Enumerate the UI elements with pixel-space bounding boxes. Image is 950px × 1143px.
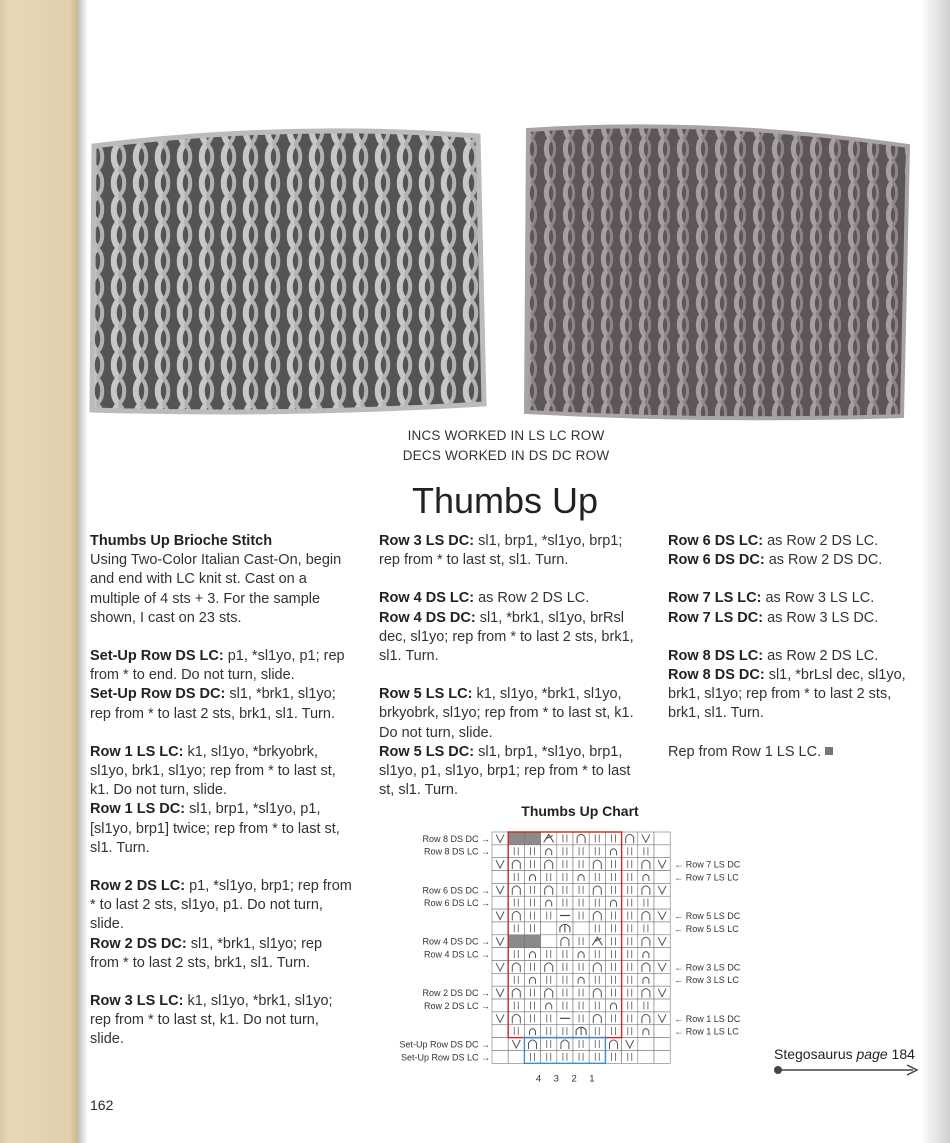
chart-cell xyxy=(524,858,540,871)
chart-cell xyxy=(573,871,589,884)
chart-cell xyxy=(541,871,557,884)
cross-reference[interactable] xyxy=(774,1046,915,1062)
row-label: Row 5 LS DC: xyxy=(379,743,475,760)
chart-right-label: ← Row 3 LS LC xyxy=(674,975,739,986)
chart-cell xyxy=(541,1050,557,1063)
chart-right-label: ← Row 1 LS LC xyxy=(674,1026,739,1037)
xref-arrow-icon xyxy=(773,1064,921,1076)
chart-cell xyxy=(605,948,621,961)
chart-cell xyxy=(654,922,670,935)
chart-cell xyxy=(654,832,670,845)
chart-cell xyxy=(557,883,573,896)
chart-cell xyxy=(622,922,638,935)
chart-cell xyxy=(492,922,508,935)
chart-cell xyxy=(557,1025,573,1038)
row-text: sl1, *brk1, sl1yo; rep from * to last 2 sts, brk1, sl1. Turn. xyxy=(90,686,336,722)
row-text: as Row 3 LS LC. xyxy=(761,590,875,607)
chart-cell xyxy=(573,1038,589,1051)
chart-cell xyxy=(605,986,621,999)
row-label: Row 2 DS DC: xyxy=(90,935,187,952)
chart-cell xyxy=(557,896,573,909)
row-label: Row 6 DS LC: xyxy=(668,533,764,549)
chart-cell xyxy=(524,935,540,948)
chart-grid xyxy=(492,832,670,1063)
chart-cell xyxy=(557,871,573,884)
page-edge-shadow xyxy=(920,0,950,1143)
chart-cell xyxy=(638,1038,654,1051)
chart-cell xyxy=(654,1025,670,1038)
chart-left-label: Row 8 DS DC → xyxy=(422,833,490,844)
chart-cell xyxy=(557,845,573,858)
row-label: Set-Up Row DS LC: xyxy=(90,648,224,665)
chart-cell xyxy=(638,973,654,986)
chart-column-number: 4 xyxy=(535,1073,542,1085)
chart-cell xyxy=(524,961,540,974)
row-text: as Row 3 LS DC. xyxy=(763,609,879,626)
chart-cell xyxy=(638,999,654,1012)
chart-cell xyxy=(573,909,589,922)
swatch-photo-left xyxy=(86,118,491,420)
chart-cell xyxy=(589,1050,605,1063)
chart-column-number: 3 xyxy=(553,1073,559,1085)
chart-cell xyxy=(508,832,524,845)
chart-cell xyxy=(589,973,605,986)
chart-cell xyxy=(622,935,638,948)
photo-caption-line-1: INCS WORKED IN LS LC ROW xyxy=(407,428,605,443)
book-spine xyxy=(0,0,78,1143)
chart-cell xyxy=(508,1025,524,1038)
end-square-icon xyxy=(825,747,833,755)
chart-cell xyxy=(541,1038,557,1051)
chart-cell xyxy=(524,845,540,858)
chart-cell xyxy=(622,948,638,961)
chart-cell xyxy=(524,922,540,935)
xref-page-word: page xyxy=(856,1046,888,1062)
chart-cell xyxy=(508,935,524,948)
chart-cell xyxy=(638,922,654,935)
chart-cell xyxy=(622,845,638,858)
row-text: k1, sl1yo, *brkyobrk, sl1yo, brk1, sl1yo; rep from * to last st, k1. Do not turn, slide. xyxy=(90,743,336,799)
xref-page: 184 xyxy=(891,1046,915,1062)
chart-cell xyxy=(605,909,621,922)
chart-cell xyxy=(541,999,557,1012)
chart-left-label: Row 6 DS LC → xyxy=(423,898,490,909)
chart-cell xyxy=(508,1050,524,1063)
chart-cell xyxy=(654,948,670,961)
chart-cell xyxy=(508,999,524,1012)
chart-cell xyxy=(541,845,557,858)
chart-cell xyxy=(605,845,621,858)
chart-cell xyxy=(557,832,573,845)
chart-cell xyxy=(524,896,540,909)
chart-cell xyxy=(605,922,621,935)
chart-cell xyxy=(589,999,605,1012)
chart-cell xyxy=(492,896,508,909)
chart-cell xyxy=(589,871,605,884)
chart-cell xyxy=(573,973,589,986)
chart-cell xyxy=(541,973,557,986)
row-text: sl1, brp1, *sl1yo, brp1; rep from * to last st, sl1. Turn. xyxy=(379,533,623,569)
chart-left-label: Row 8 DS LC → xyxy=(423,846,490,857)
row-text: sl1, *brk1, sl1yo; rep from * to last 2 sts, brk1, sl1. Turn. xyxy=(90,935,323,971)
chart-cell xyxy=(508,845,524,858)
row-text: sl1, brp1, *sl1yo, p1, [sl1yo, brp1] twice; rep from * to last st, sl1. Turn. xyxy=(90,801,340,856)
chart-cell xyxy=(557,973,573,986)
chart-cell xyxy=(622,1025,638,1038)
chart-cell xyxy=(524,1050,540,1063)
chart-cell xyxy=(508,922,524,935)
chart-cell xyxy=(605,961,621,974)
chart-cell xyxy=(654,999,670,1012)
chart-cell xyxy=(524,1012,540,1025)
row-text: k1, sl1yo, *brk1, sl1yo; rep from * to last st, k1. Do not turn, slide. xyxy=(90,993,333,1048)
row-label: Row 4 DS LC: xyxy=(379,590,475,607)
row-label: Row 3 LS DC: xyxy=(379,533,475,549)
chart-left-label: Set-Up Row DS DC → xyxy=(399,1039,490,1050)
chart-cell xyxy=(622,961,638,974)
repeat-instruction: Rep from Row 1 LS LC. xyxy=(668,743,822,760)
chart-cell xyxy=(492,1025,508,1038)
chart-cell xyxy=(573,986,589,999)
row-label: Row 8 DS LC: xyxy=(668,647,764,664)
chart-title: Thumbs Up Chart xyxy=(521,803,639,819)
chart-cell xyxy=(605,973,621,986)
chart-left-label: Row 6 DS DC → xyxy=(422,885,490,896)
chart-right-label: ← Row 7 LS DC xyxy=(674,859,741,870)
row-label: Row 4 DS DC: xyxy=(379,609,476,626)
chart-cell xyxy=(573,948,589,961)
row-label: Row 7 LS LC: xyxy=(668,590,762,607)
chart-cell xyxy=(654,973,670,986)
row-label: Row 3 LS LC: xyxy=(90,993,184,1010)
chart-cell xyxy=(638,948,654,961)
chart-cell xyxy=(605,858,621,871)
chart-cell xyxy=(638,871,654,884)
chart-cell xyxy=(573,922,589,935)
row-text: as Row 2 DS LC. xyxy=(474,590,590,607)
chart-cell xyxy=(573,883,589,896)
chart-cell xyxy=(654,1038,670,1051)
chart-cell xyxy=(492,1038,508,1051)
chart-left-label: Row 2 DS DC → xyxy=(422,988,490,999)
chart-cell xyxy=(541,1012,557,1025)
chart-cell xyxy=(573,999,589,1012)
chart-cell xyxy=(605,832,621,845)
chart-cell xyxy=(654,871,670,884)
chart-cell xyxy=(524,871,540,884)
chart-cell xyxy=(492,845,508,858)
chart-cell xyxy=(589,948,605,961)
stitch-heading: Thumbs Up Brioche Stitch xyxy=(90,533,273,549)
chart-right-label: ← Row 7 LS LC xyxy=(674,872,739,883)
chart-cell xyxy=(541,896,557,909)
row-text: as Row 2 DS DC. xyxy=(764,552,883,569)
chart-cell xyxy=(573,961,589,974)
chart-cell xyxy=(605,935,621,948)
chart-cell xyxy=(524,973,540,986)
chart-cell xyxy=(605,1050,621,1063)
chart-cell xyxy=(622,896,638,909)
chart-column-number: 2 xyxy=(571,1073,577,1085)
chart-right-label: ← Row 5 LS DC xyxy=(674,910,741,921)
chart-cell xyxy=(524,883,540,896)
chart-cell xyxy=(605,999,621,1012)
chart-cell xyxy=(557,961,573,974)
chart-cell xyxy=(638,896,654,909)
row-text: sl1, *brLsl dec, sl1yo, brk1, sl1yo; rep from * to last 2 sts, brk1, sl1. Turn. xyxy=(668,667,906,722)
chart-cell xyxy=(589,922,605,935)
row-label: Row 7 LS DC: xyxy=(668,609,764,626)
chart-cell xyxy=(508,973,524,986)
chart-cell xyxy=(605,1025,621,1038)
chart-cell xyxy=(589,832,605,845)
chart-cell xyxy=(492,1050,508,1063)
chart-cell xyxy=(622,871,638,884)
chart-cell xyxy=(589,896,605,909)
chart-cell xyxy=(605,1012,621,1025)
row-text: sl1, *brk1, sl1yo, brRsl dec, sl1yo; rep from * to last 2 sts, brk1, sl1. Turn. xyxy=(379,609,634,665)
row-label: Set-Up Row DS DC: xyxy=(90,686,226,703)
chart-cell xyxy=(557,948,573,961)
instructions-column-2 xyxy=(379,532,641,819)
chart-cell xyxy=(573,1050,589,1063)
chart-cell xyxy=(605,896,621,909)
chart-left-label: Set-Up Row DS LC → xyxy=(400,1052,490,1063)
row-text: p1, *sl1yo, brp1; rep from * to last 2 sts, sl1yo, p1. Do not turn, slide. xyxy=(90,878,352,933)
chart-cell xyxy=(605,871,621,884)
row-label: Row 8 DS DC: xyxy=(668,667,765,684)
chart-cell xyxy=(557,1050,573,1063)
chart-cell xyxy=(573,845,589,858)
chart-cell xyxy=(541,935,557,948)
chart-cell xyxy=(654,845,670,858)
chart-left-label: Row 4 DS DC → xyxy=(422,936,490,947)
chart-cell xyxy=(589,845,605,858)
chart-cell xyxy=(508,948,524,961)
chart-cell xyxy=(492,973,508,986)
chart-cell xyxy=(622,883,638,896)
row-text: sl1, brp1, *sl1yo, brp1, sl1yo, p1, sl1yo, brp1; rep from * to last st, sl1. Turn. xyxy=(379,743,631,799)
chart-cell xyxy=(638,845,654,858)
chart-cell xyxy=(622,986,638,999)
xref-name: Stegosaurus xyxy=(774,1046,853,1062)
row-label: Row 1 LS DC: xyxy=(90,801,186,818)
chart-cell xyxy=(573,1012,589,1025)
chart-cell xyxy=(492,999,508,1012)
chart-cell xyxy=(573,896,589,909)
chart-cell xyxy=(524,832,540,845)
chart-cell xyxy=(524,948,540,961)
chart-cell xyxy=(622,1050,638,1063)
row-text: p1, *sl1yo, p1; rep from * to end. Do not turn, slide. xyxy=(90,648,345,684)
chart-cell xyxy=(557,858,573,871)
chart-cell xyxy=(622,1012,638,1025)
chart-cell xyxy=(524,909,540,922)
chart-column-number: 1 xyxy=(589,1073,595,1085)
chart-cell xyxy=(492,871,508,884)
row-label: Row 6 DS DC: xyxy=(668,552,765,569)
chart-cell xyxy=(622,999,638,1012)
chart-cell xyxy=(622,973,638,986)
chart-cell xyxy=(654,1050,670,1063)
chart-cell xyxy=(573,935,589,948)
chart-cell xyxy=(524,986,540,999)
chart-cell xyxy=(541,922,557,935)
chart-right-label: ← Row 1 LS DC xyxy=(674,1013,741,1024)
chart-cell xyxy=(541,909,557,922)
row-label: Row 5 LS LC: xyxy=(379,686,473,703)
row-label: Row 1 LS LC: xyxy=(90,743,184,760)
chart-cell xyxy=(638,1025,654,1038)
chart-cell xyxy=(654,896,670,909)
photo-caption-line-2: DECS WORKED IN DS DC ROW xyxy=(402,448,610,463)
chart-left-label: Row 2 DS LC → xyxy=(423,1000,490,1011)
chart-cell xyxy=(557,986,573,999)
instructions-column-1 xyxy=(90,532,352,1069)
chart-cell xyxy=(508,896,524,909)
row-text: k1, sl1yo, *brk1, sl1yo, brkyobrk, sl1yo; rep from * to last st, k1. Do not turn, slide. xyxy=(379,686,634,741)
intro-text: Using Two-Color Italian Cast-On, begin and end with LC knit st. Cast on a multiple of 4 sts + 3. For the sample shown, I cast on 23 sts. xyxy=(90,552,342,626)
chart-cell xyxy=(622,858,638,871)
row-label: Row 2 DS LC: xyxy=(90,878,186,895)
chart-cell xyxy=(605,883,621,896)
chart-cell xyxy=(524,1025,540,1038)
chart-right-label: ← Row 3 LS DC xyxy=(674,962,741,973)
chart-right-label: ← Row 5 LS LC xyxy=(674,923,739,934)
chart-cell xyxy=(573,858,589,871)
chart-cell xyxy=(589,1025,605,1038)
chart-cell xyxy=(524,999,540,1012)
row-text: as Row 2 DS LC. xyxy=(763,647,879,664)
chart-cell xyxy=(492,948,508,961)
chart-left-label: Row 4 DS LC → xyxy=(423,949,490,960)
chart-cell xyxy=(541,1025,557,1038)
page-number: 162 xyxy=(90,1097,114,1113)
row-text: as Row 2 DS LC. xyxy=(763,533,879,549)
swatch-photo-right xyxy=(522,116,914,424)
chart-cell xyxy=(638,1050,654,1063)
chart-cell xyxy=(622,909,638,922)
page-title: Thumbs Up xyxy=(411,480,599,521)
instructions-column-3 xyxy=(668,532,918,781)
chart-cell xyxy=(541,948,557,961)
stitch-chart xyxy=(399,828,770,1085)
chart-cell xyxy=(557,999,573,1012)
chart-cell xyxy=(508,871,524,884)
chart-cell xyxy=(589,1038,605,1051)
